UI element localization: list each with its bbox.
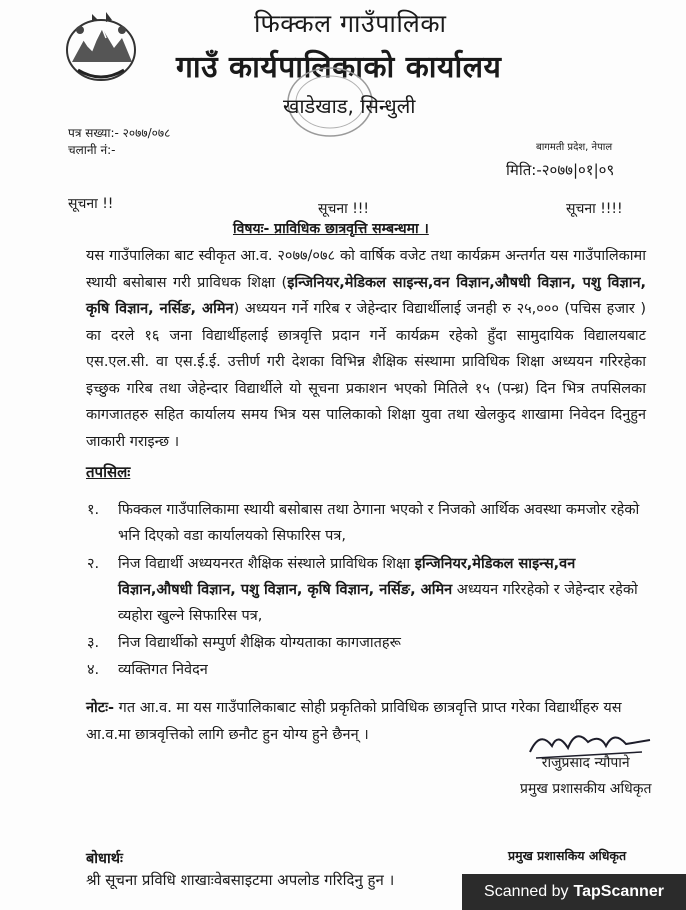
note-text: गत आ.व. मा यस गाउँपालिकाबाट सोही प्रकृतिको प्राविधिक छात्रवृत्ति प्राप्त गरेका विद्यार्थीहरु यस आ.व.मा छात्रवृत्तिको लागि छनौट हुन योग्य हुने छैनन् । bbox=[86, 700, 622, 743]
list-item bbox=[87, 497, 648, 549]
list-item-number: १. bbox=[87, 502, 100, 518]
notice-right: सूचना !!!! bbox=[566, 201, 623, 217]
tapsil-heading: तपसिलः bbox=[86, 463, 131, 481]
list-item-number: ४. bbox=[87, 662, 100, 678]
nepal-emblem-icon bbox=[62, 10, 140, 84]
bodharth-label: बोधार्थः bbox=[86, 851, 123, 867]
list-item bbox=[87, 630, 648, 656]
list-item-text-rest: अध्ययन गरिरहेको र जेहेन्दार रहेको व्यहोरा खुल्ने सिफारिस पत्र, bbox=[118, 582, 638, 624]
paragraph-bold-fields: इन्जिनियर,मेडिकल साइन्स,वन विज्ञान,औषधी विज्ञान, पशु विज्ञान, कृषि विज्ञान, नर्सिङ, अमिन bbox=[86, 274, 646, 317]
watermark-prefix: Scanned by bbox=[484, 883, 569, 900]
paragraph-text-rest: ) अध्ययन गर्ने गरिब र जेहेन्दार विद्यार्थीलाई जनही रु २५,००० (पचिस हजार ) का दरले १६ जना विद्यार्थीहलाई छात्रवृत्ति प्रदान गर्ने कार्यक्रम रहेको हुँदा सामुदायिक विद्यालयबाट एस.एल.सी. वा एस.ई.ई. उत्तीर्ण गरी देशका विभिन्न शैक्षिक संस्थामा प्राविधिक शिक्षा अध्ययन गरिरहेका इच्छुक गरिब तथा जेहेन्दार विद्यार्थीले यो सूचना प्रकाशन भएको मितिले १५ (पन्ध्र) दिन भित्र तपसिलका कागजातहरु सहित कार्यालय समय भित्र यस पालिकाको शिक्षा युवा तथा खेलकुद शाखामा निवेदन दिनुहुन जाकारी गराइन्छ । bbox=[86, 301, 646, 450]
signatory-block bbox=[520, 750, 651, 802]
reference-number: पत्र सख्या:- २०७७/०७८ bbox=[68, 126, 171, 140]
list-item-text: निज विद्यार्थीको सम्पुर्ण शैक्षिक योग्यताका कागजातहरू bbox=[118, 635, 401, 651]
list-item bbox=[87, 551, 648, 629]
dispatch-number: चलानी नं:- bbox=[68, 143, 116, 157]
note-label: नोटः- bbox=[86, 700, 115, 716]
list-item-text: व्यक्तिगत निवेदन bbox=[118, 662, 208, 678]
municipality-name: फिक्कल गाउँपालिका bbox=[254, 9, 447, 38]
scanner-watermark bbox=[462, 874, 686, 910]
signatory-name: राजुप्रसाद न्यौपाने bbox=[541, 755, 630, 771]
list-item-number: ३. bbox=[87, 635, 100, 651]
list-item bbox=[87, 657, 648, 683]
province-label: बागमती प्रदेश, नेपाल bbox=[536, 142, 613, 153]
list-item-text: निज विद्यार्थी अध्ययनरत शैक्षिक संस्थाले प्राविधिक शिक्षा bbox=[118, 556, 415, 572]
date-label: मिति:-२०७७|०१|०९ bbox=[506, 161, 615, 179]
list-item-bold-fields: इन्जिनियर,मेडिकल साइन्स,वन विज्ञान,औषधी विज्ञान, पशु विज्ञान, कृषि विज्ञान, नर्सिङ, अमिन bbox=[118, 556, 576, 598]
notice-center: सूचना !!! bbox=[318, 201, 370, 217]
list-item-number: २. bbox=[87, 556, 100, 572]
list-item-text: फिक्कल गाउँपालिकामा स्थायी बसोबास तथा ठेगाना भएको र निजको आर्थिक अवस्था कमजोर रहेको भनि दिएको वडा कार्यालयको सिफारिस पत्र, bbox=[118, 502, 640, 544]
footer-stamp: प्रमुख प्रशासकिय अधिकृत bbox=[508, 848, 627, 863]
office-name: गाउँ कार्यपालिकाको कार्यालय bbox=[176, 50, 502, 85]
footer-instruction: श्री सूचना प्रविधि शाखाःवेबसाइटमा अपलोड गरिदिनु हुन । bbox=[86, 871, 395, 889]
watermark-brand: TapScanner bbox=[573, 883, 664, 900]
office-address: खाडेखाड, सिन्धुली bbox=[283, 94, 416, 118]
main-paragraph bbox=[86, 243, 646, 455]
signatory-title: प्रमुख प्रशासकीय अधिकृत bbox=[520, 781, 652, 797]
paragraph-text: यस गाउँपालिका बाट स्वीकृत आ.व. २०७७/०७८ को वार्षिक वजेट तथा कार्यक्रम अन्तर्गत यस गाउँपालिकामा स्थायी बसोबास गरी प्राविधक शिक्षा ( bbox=[86, 248, 646, 291]
subject-line: विषयः- प्राविधिक छात्रवृत्ति सम्बन्धमा । bbox=[233, 221, 429, 237]
notice-left: सूचना !! bbox=[68, 196, 114, 212]
